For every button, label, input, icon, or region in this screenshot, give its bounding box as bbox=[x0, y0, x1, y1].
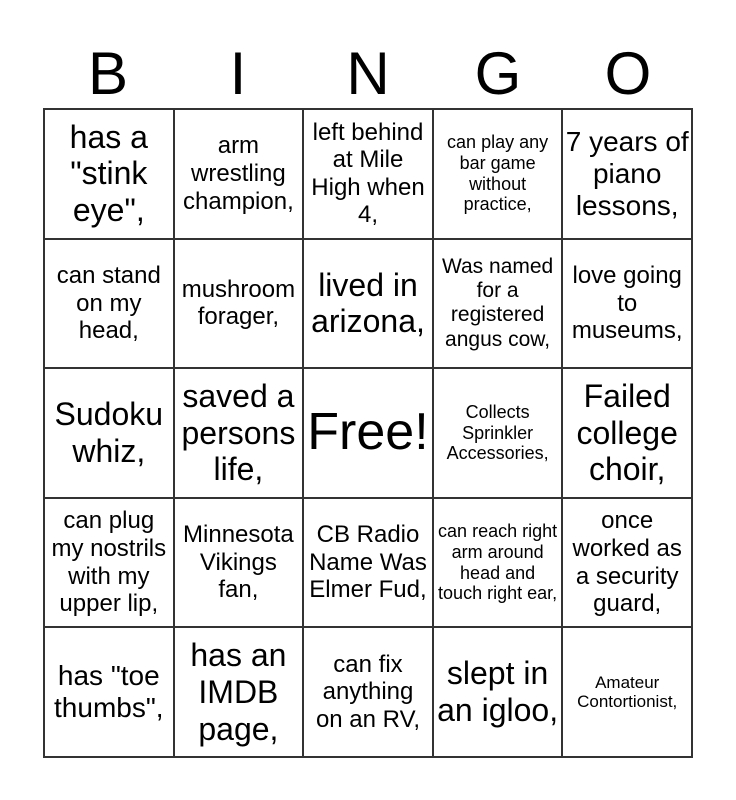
bingo-cell[interactable]: can play any bar game without practice, bbox=[433, 109, 563, 239]
bingo-cell[interactable]: 7 years of piano lessons, bbox=[562, 109, 692, 239]
bingo-cell[interactable]: saved a persons life, bbox=[174, 368, 304, 498]
header-letter-b: B bbox=[87, 40, 129, 107]
bingo-header bbox=[43, 40, 693, 108]
bingo-cell[interactable]: once worked as a security guard, bbox=[562, 498, 692, 628]
bingo-board bbox=[43, 108, 693, 758]
bingo-cell[interactable]: Failed college choir, bbox=[562, 368, 692, 498]
header-letter-g: G bbox=[474, 40, 522, 107]
bingo-cell[interactable]: slept in an igloo, bbox=[433, 627, 563, 757]
bingo-cell[interactable]: Collects Sprinkler Accessories, bbox=[433, 368, 563, 498]
bingo-cell[interactable]: CB Radio Name Was Elmer Fud, bbox=[303, 498, 433, 628]
bingo-cell[interactable]: lived in arizona, bbox=[303, 239, 433, 369]
bingo-cell[interactable]: Amateur Contortionist, bbox=[562, 627, 692, 757]
bingo-cell[interactable]: can fix anything on an RV, bbox=[303, 627, 433, 757]
bingo-cell[interactable]: has "toe thumbs", bbox=[44, 627, 174, 757]
bingo-cell[interactable]: Was named for a registered angus cow, bbox=[433, 239, 563, 369]
bingo-cell[interactable]: love going to museums, bbox=[562, 239, 692, 369]
bingo-cell[interactable]: left behind at Mile High when 4, bbox=[303, 109, 433, 239]
bingo-cell[interactable]: arm wrestling champion, bbox=[174, 109, 304, 239]
bingo-cell[interactable]: has a "stink eye", bbox=[44, 109, 174, 239]
header-letter-n: N bbox=[346, 40, 390, 107]
bingo-cell[interactable]: mushroom forager, bbox=[174, 239, 304, 369]
bingo-cell[interactable]: Sudoku whiz, bbox=[44, 368, 174, 498]
free-space[interactable]: Free! bbox=[303, 368, 433, 498]
bingo-cell[interactable]: has an IMDB page, bbox=[174, 627, 304, 757]
bingo-cell[interactable]: can plug my nostrils with my upper lip, bbox=[44, 498, 174, 628]
bingo-cell[interactable]: can reach right arm around head and touch right ear, bbox=[433, 498, 563, 628]
bingo-cell[interactable]: Minnesota Vikings fan, bbox=[174, 498, 304, 628]
header-letter-o: O bbox=[604, 40, 652, 107]
header-letter-i: I bbox=[229, 40, 247, 107]
bingo-cell[interactable]: can stand on my head, bbox=[44, 239, 174, 369]
